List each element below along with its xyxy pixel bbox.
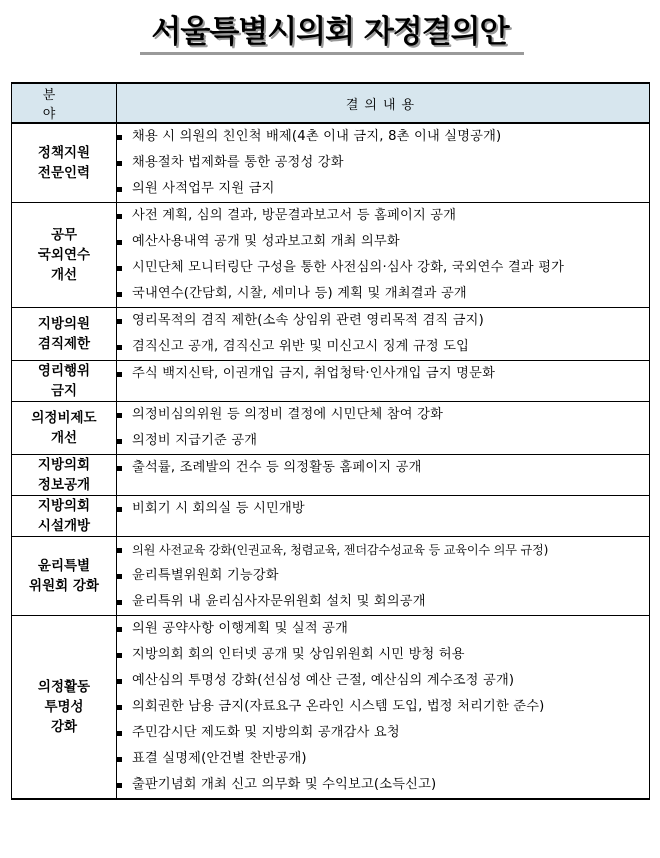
bullet-square-icon [117, 548, 122, 553]
items-cell [117, 361, 650, 402]
item-text: 의원 사적업무 지원 금지 [132, 181, 275, 196]
item-text: 윤리특위 내 윤리심사자문위원회 설치 및 회의공개 [132, 594, 426, 609]
items-cell [117, 455, 650, 496]
list-item [117, 255, 649, 281]
list-item [117, 203, 649, 229]
bullet-square-icon [117, 439, 122, 444]
category-label: 위원회 강화 [29, 578, 99, 594]
list-item [117, 642, 649, 668]
list-item [117, 694, 649, 720]
category-label: 겸직제한 [37, 336, 91, 352]
table-row [12, 616, 650, 800]
category-label: 시설개방 [37, 518, 91, 534]
bullet-square-icon [117, 783, 122, 788]
item-text: 예산심의 투명성 강화(선심성 예산 근절, 예산심의 계수조정 공개) [132, 673, 515, 688]
category-cell [12, 361, 117, 402]
list-item [117, 455, 649, 481]
items-cell [117, 123, 650, 203]
bullet-square-icon [117, 135, 122, 140]
item-text: 출판기념회 개최 신고 의무화 및 수익보고(소득신고) [132, 777, 437, 792]
category-cell [12, 203, 117, 308]
item-text: 국내연수(간담회, 시찰, 세미나 등) 계획 및 개최결과 공개 [132, 286, 467, 301]
category-label: 정보공개 [37, 477, 91, 493]
category-label: 의정비제도 [31, 410, 97, 426]
list-item [117, 668, 649, 694]
list-item [117, 229, 649, 255]
bullet-square-icon [117, 413, 122, 418]
item-text: 주식 백지신탁, 이권개입 금지, 취업청탁·인사개입 금지 명문화 [132, 366, 496, 381]
table-row [12, 308, 650, 361]
list-item [117, 772, 649, 798]
list-item [117, 563, 649, 589]
list-item [117, 496, 649, 522]
list-item [117, 308, 649, 334]
category-label: 투명성 [44, 699, 84, 715]
item-text: 의원 사전교육 강화(인권교육, 청렴교육, 젠더감수성교육 등 교육이수 의무 규정) [132, 543, 549, 557]
category-label: 금지 [50, 383, 78, 399]
bullet-square-icon [117, 161, 122, 166]
category-cell [12, 123, 117, 203]
bullet-square-icon [117, 600, 122, 605]
list-item [117, 176, 649, 202]
items-cell [117, 203, 650, 308]
item-text: 겸직신고 공개, 겸직신고 위반 및 미신고시 징계 규정 도입 [132, 339, 470, 354]
item-text: 지방의회 회의 인터넷 공개 및 상임위원회 시민 방청 허용 [132, 647, 465, 662]
item-text: 의원 공약사항 이행계획 및 실적 공개 [132, 621, 349, 636]
category-label: 강화 [50, 719, 78, 735]
table-header-row [12, 83, 650, 123]
table-body [12, 123, 650, 799]
bullet-square-icon [117, 466, 122, 471]
item-text: 표결 실명제(안건별 찬반공개) [132, 751, 307, 766]
item-text: 의정비심의위원 등 의정비 결정에 시민단체 참여 강화 [132, 407, 444, 422]
list-item [117, 616, 649, 642]
bullet-square-icon [117, 679, 122, 684]
category-label: 지방의원 [37, 316, 91, 332]
table-row [12, 455, 650, 496]
item-text: 사전 계획, 심의 결과, 방문결과보고서 등 홈페이지 공개 [132, 208, 457, 223]
header-category: 분 야 [12, 83, 117, 123]
table-row [12, 537, 650, 616]
bullet-square-icon [117, 292, 122, 297]
category-cell [12, 496, 117, 537]
list-item [117, 334, 649, 360]
item-text: 출석률, 조례발의 건수 등 의정활동 홈페이지 공개 [132, 460, 422, 475]
item-text: 시민단체 모니터링단 구성을 통한 사전심의·심사 강화, 국외연수 결과 평가 [132, 260, 565, 275]
header-content: 결의내용 [117, 83, 650, 123]
item-text: 의정비 지급기준 공개 [132, 433, 258, 448]
list-item [117, 589, 649, 615]
table-row [12, 496, 650, 537]
bullet-square-icon [117, 319, 122, 324]
item-text: 윤리특별위원회 기능강화 [132, 568, 279, 583]
category-label: 국외연수 [37, 247, 91, 263]
list-item [117, 428, 649, 454]
items-cell [117, 402, 650, 455]
bullet-square-icon [117, 266, 122, 271]
items-cell [117, 496, 650, 537]
category-label: 공무 [50, 227, 78, 243]
items-cell [117, 537, 650, 616]
list-item [117, 402, 649, 428]
bullet-square-icon [117, 345, 122, 350]
category-cell [12, 616, 117, 800]
table-row [12, 361, 650, 402]
bullet-square-icon [117, 627, 122, 632]
category-label: 윤리특별 [37, 558, 91, 574]
category-label: 영리행위 [37, 363, 91, 379]
item-text: 채용 시 의원의 친인척 배제(4촌 이내 금지, 8촌 이내 실명공개) [132, 129, 502, 144]
category-label: 지방의회 [37, 457, 91, 473]
items-cell [117, 308, 650, 361]
table-row [12, 203, 650, 308]
bullet-square-icon [117, 507, 122, 512]
items-cell [117, 616, 650, 800]
list-item [117, 281, 649, 307]
category-cell [12, 537, 117, 616]
category-label: 지방의회 [37, 498, 91, 514]
item-text: 채용절차 법제화를 통한 공정성 강화 [132, 155, 344, 170]
page-title: 서울특별시의회 자정결의안 [151, 14, 509, 50]
category-label: 전문인력 [37, 165, 91, 181]
bullet-square-icon [117, 214, 122, 219]
list-item [117, 361, 649, 387]
item-text: 비회기 시 회의실 등 시민개방 [132, 501, 305, 516]
bullet-square-icon [117, 653, 122, 658]
bullet-square-icon [117, 372, 122, 377]
bullet-square-icon [117, 731, 122, 736]
list-item [117, 124, 649, 150]
bullet-square-icon [117, 757, 122, 762]
item-text: 의회권한 남용 금지(자료요구 온라인 시스템 도입, 법정 처리기한 준수) [132, 699, 545, 714]
table-row [12, 123, 650, 203]
item-text: 영리목적의 겸직 제한(소속 상임위 관련 영리목적 겸직 금지) [132, 313, 484, 328]
table-row [12, 402, 650, 455]
bullet-square-icon [117, 240, 122, 245]
category-cell [12, 455, 117, 496]
list-item [117, 150, 649, 176]
category-cell [12, 402, 117, 455]
resolution-table [11, 82, 650, 800]
bullet-square-icon [117, 574, 122, 579]
title-underline [140, 52, 524, 55]
category-cell [12, 308, 117, 361]
category-label: 개선 [50, 430, 78, 446]
bullet-square-icon [117, 705, 122, 710]
category-label: 정책지원 [37, 145, 91, 161]
list-item [117, 746, 649, 772]
bullet-square-icon [117, 187, 122, 192]
category-label: 개선 [50, 267, 78, 283]
list-item [117, 720, 649, 746]
item-text: 주민감시단 제도화 및 지방의회 공개감사 요청 [132, 725, 400, 740]
category-label: 의정활동 [37, 679, 91, 695]
list-item [117, 537, 649, 563]
item-text: 예산사용내역 공개 및 성과보고회 개최 의무화 [132, 234, 400, 249]
